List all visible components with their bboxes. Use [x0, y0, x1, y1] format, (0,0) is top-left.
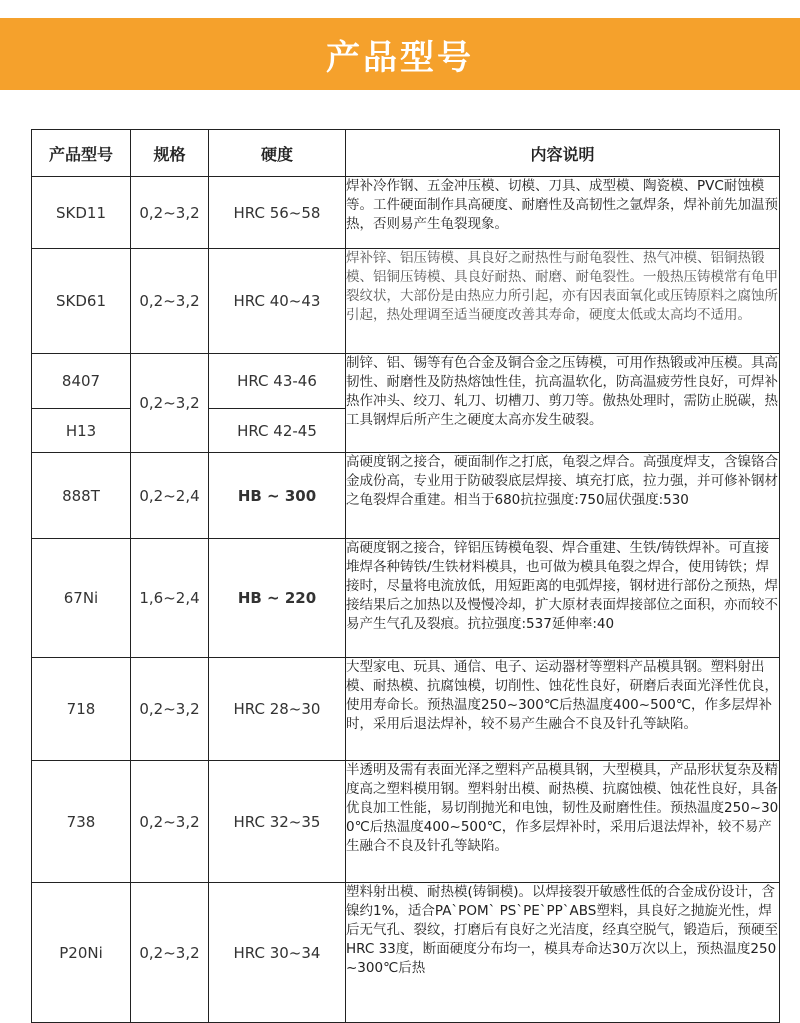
spec-cell: 0,2~3,2	[131, 249, 209, 354]
hardness-cell: HRC 56~58	[209, 177, 346, 249]
spec-cell: 0,2~3,2	[131, 761, 209, 883]
header-hardness: 硬度	[209, 130, 346, 177]
table-row	[32, 453, 780, 539]
table-row	[32, 883, 780, 1023]
model-cell: 888T	[32, 453, 131, 539]
hardness-cell: HRC 30~34	[209, 883, 346, 1023]
table-row	[32, 539, 780, 658]
hardness-cell: HRC 43-46	[209, 354, 346, 409]
hardness-cell: HRC 28~30	[209, 658, 346, 761]
table-row	[32, 761, 780, 883]
header-spec: 规格	[131, 130, 209, 177]
model-cell: SKD11	[32, 177, 131, 249]
model-cell: 738	[32, 761, 131, 883]
header-description: 内容说明	[346, 130, 780, 177]
model-cell: 8407	[32, 354, 131, 409]
description-cell: 高硬度钢之接合，硬面制作之打底，龟裂之焊合。高强度焊支，含镍铬合金成份高，专业用于防破裂底层焊接、填充打底，拉力强，并可修补钢材之龟裂焊合重建。相当于680抗拉强度:750屈伏强度:530	[346, 453, 780, 539]
table-row	[32, 249, 780, 354]
spec-cell: 0,2~3,2	[131, 177, 209, 249]
spec-cell: 0,2~3,2	[131, 354, 209, 453]
spec-cell: 0,2~3,2	[131, 658, 209, 761]
table-row	[32, 177, 780, 249]
table-header-row	[32, 130, 780, 177]
hardness-cell: HRC 40~43	[209, 249, 346, 354]
description-cell: 塑料射出模、耐热模(铸铜模)。以焊接裂开敏感性低的合金成份设计，含镍约1%，适合PA`POM` PS`PE`PP`ABS塑料，具良好之抛旋光性，焊后无气孔、裂纹，打磨后有良好之光洁度，经真空脱气，锻造后，预硬至HRC 33度，断面硬度分布均一，模具寿命达30万次以上，预热温度250~300℃后热	[346, 883, 780, 1023]
spec-cell: 1,6~2,4	[131, 539, 209, 658]
description-cell: 焊补冷作钢、五金冲压模、切模、刀具、成型模、陶瓷模、PVC耐蚀模等。工件硬面制作具高硬度、耐磨性及高韧性之氩焊条，焊补前先加温预热，否则易产生龟裂现象。	[346, 177, 780, 249]
hardness-cell: HB ~ 300	[209, 453, 346, 539]
hardness-cell: HRC 42-45	[209, 409, 346, 453]
model-cell: P20Ni	[32, 883, 131, 1023]
header-model: 产品型号	[32, 130, 131, 177]
model-cell: H13	[32, 409, 131, 453]
hardness-cell: HB ~ 220	[209, 539, 346, 658]
product-spec-table	[31, 129, 780, 1023]
hardness-cell: HRC 32~35	[209, 761, 346, 883]
spec-cell: 0,2~2,4	[131, 453, 209, 539]
description-cell: 制锌、铝、锡等有色合金及铜合金之压铸模，可用作热锻或冲压模。具高韧性、耐磨性及防热熔蚀性佳，抗高温软化，防高温疲劳性良好，可焊补热作冲头、绞刀、轧刀、切槽刀、剪刀等。傲热处理时，需防止脱碳，热工具钢焊后所产生之硬度太高亦发生破裂。	[346, 354, 780, 453]
spec-cell: 0,2~3,2	[131, 883, 209, 1023]
description-cell: 大型家电、玩具、通信、电子、运动器材等塑料产品模具钢。塑料射出模、耐热模、抗腐蚀模，切削性、蚀花性良好，研磨后表面光泽性优良，使用寿命长。预热温度250~300℃后热温度400~500℃，作多层焊补时，采用后退法焊补，较不易产生融合不良及针孔等缺陷。	[346, 658, 780, 761]
title-banner	[0, 18, 800, 90]
model-cell: 718	[32, 658, 131, 761]
model-cell: 67Ni	[32, 539, 131, 658]
table-row	[32, 658, 780, 761]
table-row	[32, 354, 780, 409]
banner-title: 产品型号	[326, 37, 474, 78]
model-cell: SKD61	[32, 249, 131, 354]
description-cell: 高硬度钢之接合，锌铝压铸模龟裂、焊合重建、生铁/铸铁焊补。可直接堆焊各种铸铁/生铁材料模具，也可做为模具龟裂之焊合，使用铸铁；焊接时，尽量将电流放低，用短距离的电弧焊接，钢材进行部份之预热，焊接结果后之加热以及慢慢冷却，扩大原材表面焊接部位之面积，亦而较不易产生气孔及裂痕。抗拉强度:537延伸率:40	[346, 539, 780, 658]
description-cell: 焊补锌、铝压铸模、具良好之耐热性与耐龟裂性、热气冲模、铝铜热锻模、铝铜压铸模、具良好耐热、耐磨、耐龟裂性。一般热压铸模常有龟甲裂纹状，大部份是由热应力所引起，亦有因表面氧化或压铸原料之腐蚀所引起，热处理调至适当硬度改善其寿命，硬度太低或太高均不适用。	[346, 249, 780, 354]
description-cell: 半透明及需有表面光泽之塑料产品模具钢，大型模具，产品形状复杂及精度高之塑料模用钢。塑料射出模、耐热模、抗腐蚀模、蚀花性良好，具备优良加工性能，易切削抛光和电蚀，韧性及耐磨性佳。预热温度250~300℃后热温度400~500℃，作多层焊补时，采用后退法焊补，较不易产生融合不良及针孔等缺陷。	[346, 761, 780, 883]
